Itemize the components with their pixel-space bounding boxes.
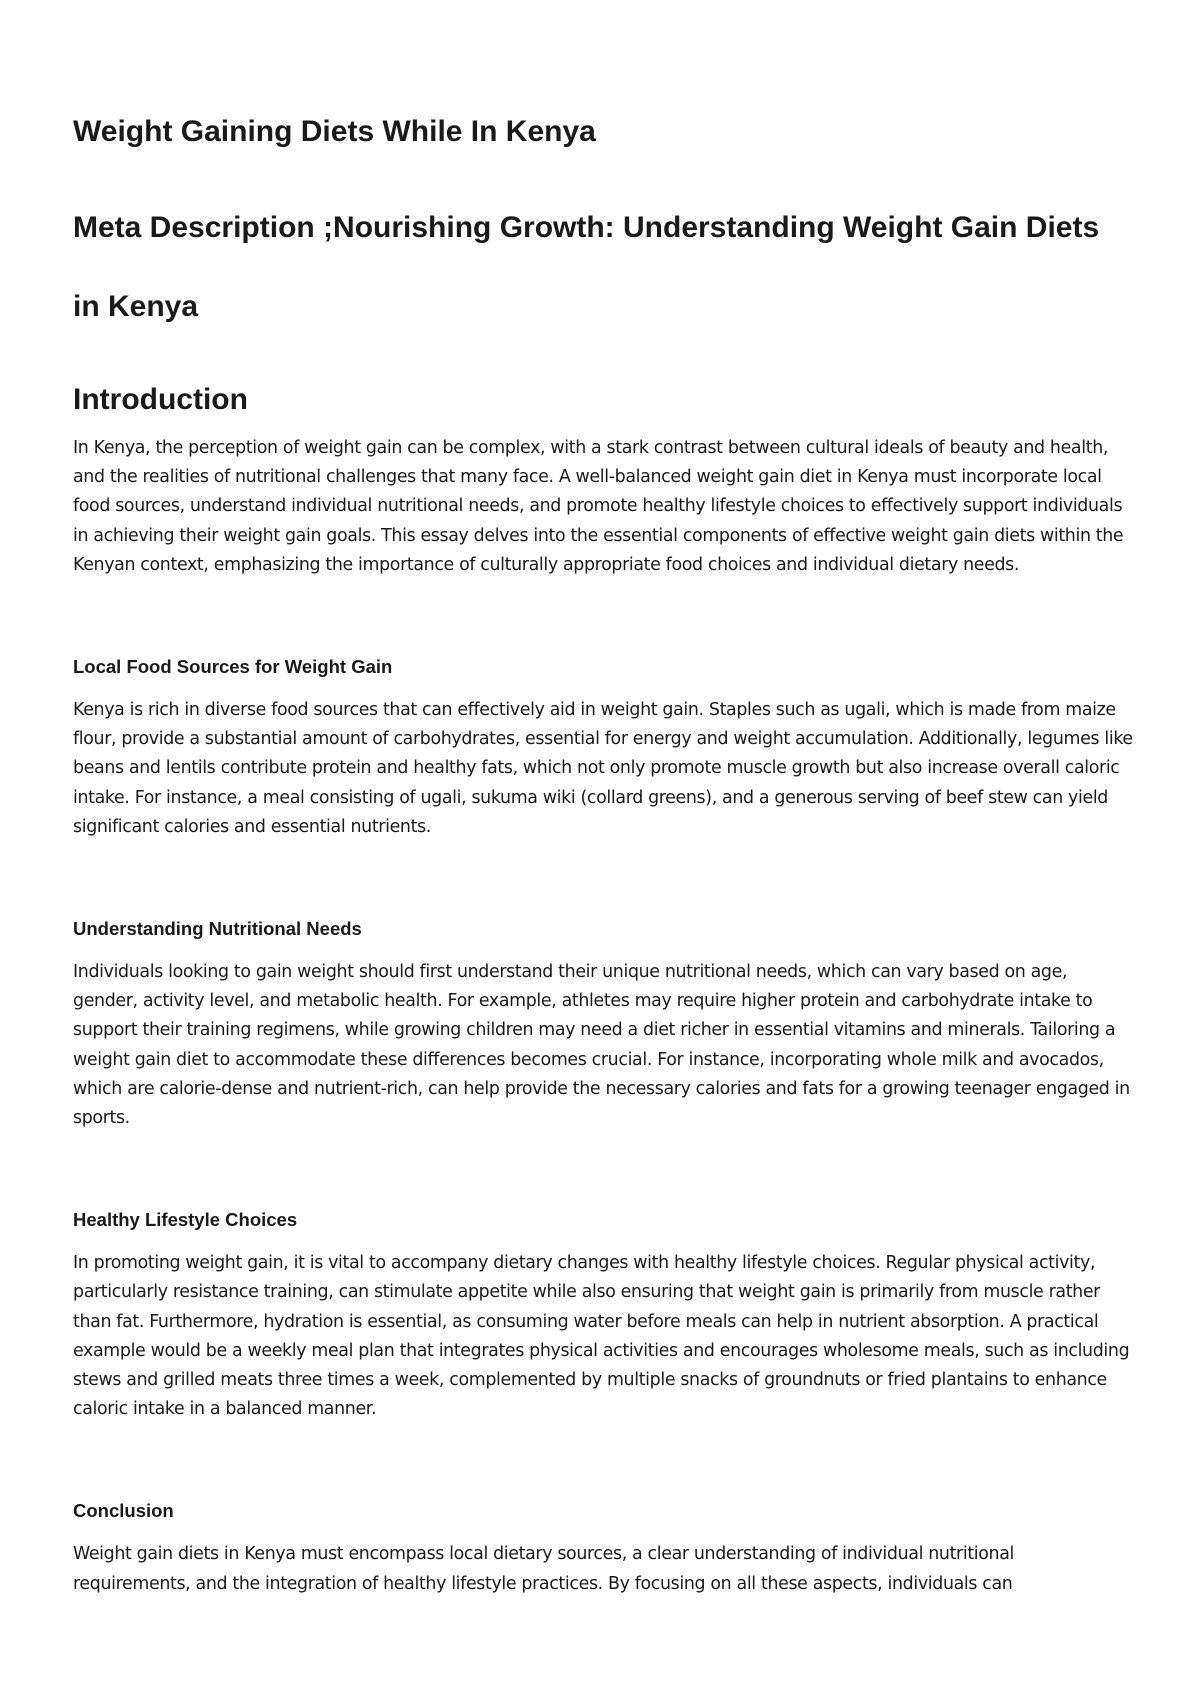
document-title: Weight Gaining Diets While In Kenya	[73, 115, 596, 148]
section-heading-local-food-sources: Local Food Sources for Weight Gain	[73, 656, 393, 678]
section-paragraph-healthy-lifestyle: In promoting weight gain, it is vital to accompany dietary changes with healthy lifestyle choices. Regular physical activity, particularly resistance training, can stimulate appetite while also ensuring that weight gain is primarily from muscle rather than fat. Furthermore, hydration is essential, as consuming water before meals can help in nutrient absorption. A practical example would be a weekly meal plan that integrates physical activities and encourages wholesome meals, such as including stews and grilled meats three times a week, complemented by multiple snacks of groundnuts or fried plantains to enhance caloric intake in a balanced manner.	[73, 1253, 1130, 1420]
introduction-paragraph: In Kenya, the perception of weight gain can be complex, with a stark contrast between cultural ideals of beauty and health, and the realities of nutritional challenges that many face. A well-balanced weight gain diet in Kenya must incorporate local food sources, understand individual nutritional needs, and promote healthy lifestyle choices to effectively support individuals in achieving their weight gain goals. This essay delves into the essential components of effective weight gain diets within the Kenyan context, emphasizing the importance of culturally appropriate food choices and individual dietary needs.	[73, 438, 1124, 575]
section-paragraph-conclusion: Weight gain diets in Kenya must encompass local dietary sources, a clear understanding of individual nutritional requirements, and the integration of healthy lifestyle practices. By focusing on all these aspects, individuals can	[73, 1544, 1015, 1594]
section-heading-conclusion: Conclusion	[73, 1500, 174, 1522]
section-paragraph-local-food-sources: Kenya is rich in diverse food sources that can effectively aid in weight gain. Staples such as ugali, which is made from maize flour, provide a substantial amount of carbohydrates, essential for energy and weight accumulation. Additionally, legumes like beans and lentils contribute protein and healthy fats, which not only promote muscle growth but also increase overall caloric intake. For instance, a meal consisting of ugali, sukuma wiki (collard greens), and a generous serving of beef stew can yield significant calories and essential nutrients.	[73, 700, 1133, 837]
document-body	[73, 112, 1133, 1599]
introduction-heading: Introduction	[73, 383, 248, 416]
section-heading-healthy-lifestyle: Healthy Lifestyle Choices	[73, 1209, 298, 1231]
section-heading-nutritional-needs: Understanding Nutritional Needs	[73, 918, 362, 940]
meta-description-title: Meta Description ;Nourishing Growth: Understanding Weight Gain Diets in Kenya	[73, 211, 1100, 323]
section-paragraph-nutritional-needs: Individuals looking to gain weight should first understand their unique nutritional needs, which can vary based on age, gender, activity level, and metabolic health. For example, athletes may require higher protein and carbohydrate intake to support their training regimens, while growing children may need a diet richer in essential vitamins and minerals. Tailoring a weight gain diet to accommodate these differences becomes crucial. For instance, incorporating whole milk and avocados, which are calorie-dense and nutrient-rich, can help provide the necessary calories and fats for a growing teenager engaged in sports.	[73, 962, 1130, 1129]
